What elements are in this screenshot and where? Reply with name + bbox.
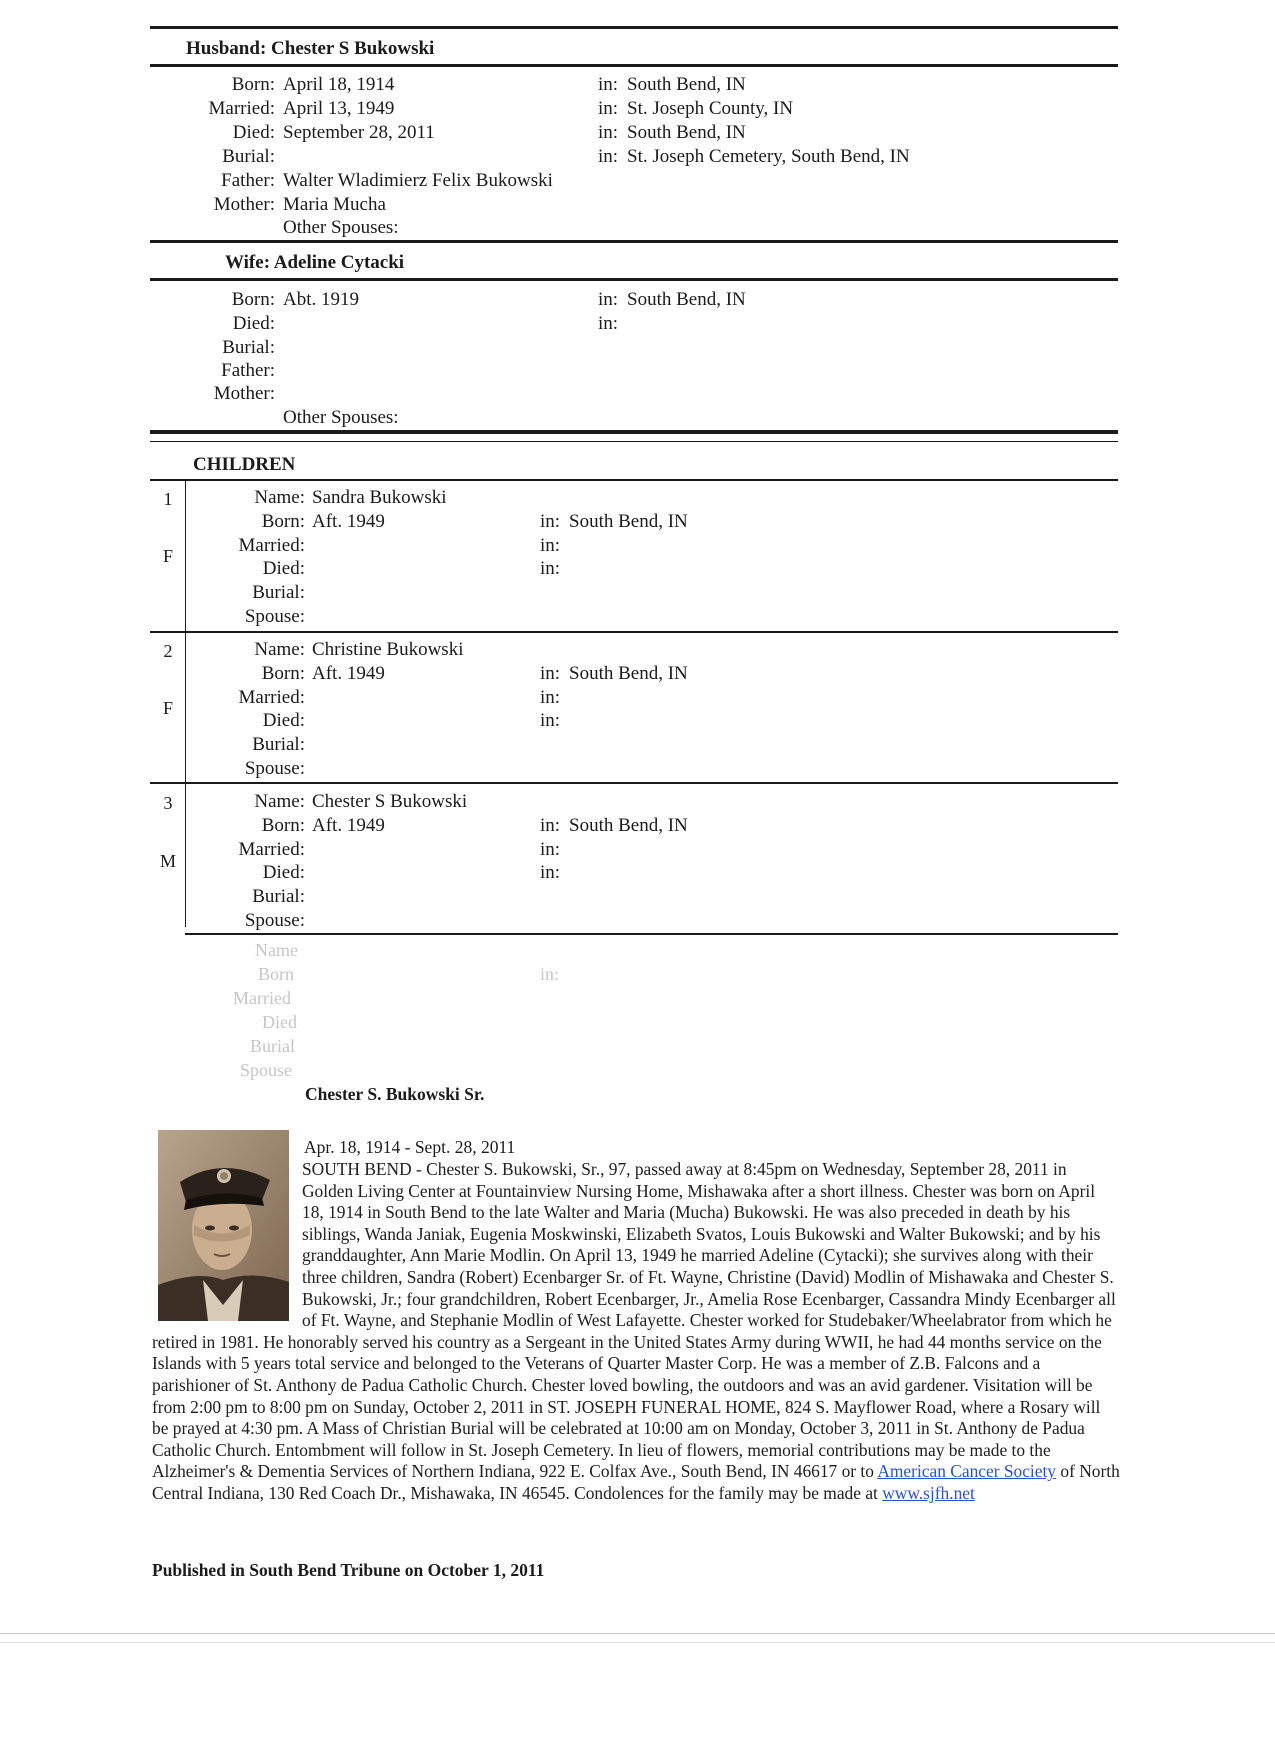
field-value: Walter Wladimierz Felix Bukowski: [283, 170, 553, 191]
wife-heading: [225, 252, 404, 274]
obituary-dates: Apr. 18, 1914 - Sept. 28, 2011: [304, 1137, 516, 1157]
field-value: Sandra Bukowski: [312, 487, 447, 508]
field-label: Died:: [262, 710, 305, 731]
field-place: South Bend, IN: [627, 122, 746, 143]
field-label: Father:: [221, 360, 275, 381]
field-in-label: in:: [540, 862, 561, 883]
field-place: South Bend, IN: [569, 663, 688, 684]
field-place: South Bend, IN: [627, 74, 746, 95]
field-place: South Bend, IN: [569, 815, 688, 836]
field-label: Name:: [254, 639, 305, 660]
ghost-label: Name: [255, 940, 298, 960]
child-separator-1: [150, 631, 1118, 633]
husband-field-married: [0, 97, 1275, 120]
husband-field-born: [0, 73, 1275, 96]
child-field-married: [0, 534, 1275, 557]
child-field-born: [0, 662, 1275, 685]
field-in-label: in:: [540, 535, 561, 556]
field-value: Chester S Bukowski: [312, 791, 468, 812]
ghost-label: Married: [233, 988, 291, 1008]
husband-heading-label: Husband:: [186, 38, 267, 59]
field-label: Burial:: [222, 337, 275, 358]
american-cancer-society-link[interactable]: American Cancer Society: [877, 1461, 1057, 1482]
child-number: 3: [163, 793, 173, 813]
obituary-text-continued: of North Central Indiana, 130 Red Coach Dr., Mishawaka, IN 46545. Condolences for the family may be made at: [152, 1461, 1120, 1503]
field-label: Died:: [232, 122, 275, 143]
wife-field-father: [0, 359, 1275, 382]
field-label: Name:: [254, 791, 305, 812]
child-field-spouse: [0, 605, 1275, 628]
child-sex: F: [162, 546, 173, 566]
field-place: South Bend, IN: [569, 511, 688, 532]
field-place: South Bend, IN: [627, 289, 746, 310]
child-field-married: [0, 838, 1275, 861]
husband-name: Chester S Bukowski: [271, 38, 435, 59]
child-separator-2: [150, 782, 1118, 784]
field-label: Spouse:: [244, 606, 305, 627]
field-value: Aft. 1949: [312, 815, 385, 836]
child-field-name: [0, 486, 1275, 509]
ghost-label: Born: [258, 964, 294, 984]
child-sex: M: [159, 851, 176, 871]
wife-field-mother: [0, 382, 1275, 405]
field-label: Mother:: [213, 194, 275, 215]
ghost-label: Died: [262, 1012, 297, 1032]
field-label: Name:: [254, 487, 305, 508]
husband-heading: [186, 38, 434, 60]
sjfh-website-link[interactable]: www.sjfh.net: [882, 1482, 975, 1503]
wife-top-rule: [150, 240, 1118, 243]
field-label: Burial:: [252, 734, 305, 755]
field-label: Married:: [238, 687, 305, 708]
field-in-label: in:: [598, 146, 619, 167]
child-field-died: [0, 557, 1275, 580]
child-field-burial: [0, 885, 1275, 908]
ghost-label: Spouse: [240, 1060, 293, 1080]
ghost-in: in:: [540, 964, 560, 984]
husband-top-rule: [150, 26, 1118, 29]
children-heading: CHILDREN: [193, 454, 296, 475]
field-label: Spouse:: [244, 758, 305, 779]
field-label: Born:: [261, 663, 305, 684]
child-field-name: [0, 638, 1275, 661]
field-in-label: in:: [540, 815, 561, 836]
field-value: Christine Bukowski: [312, 639, 464, 660]
field-place: St. Joseph Cemetery, South Bend, IN: [627, 146, 910, 167]
child-field-died: [0, 861, 1275, 884]
field-label: Married:: [238, 839, 305, 860]
field-label: Died:: [262, 558, 305, 579]
child-field-died: [0, 709, 1275, 732]
child-number: 2: [163, 641, 173, 661]
field-in-label: in:: [540, 839, 561, 860]
field-label: Father:: [221, 170, 275, 191]
field-label: Married:: [208, 98, 275, 119]
field-in-label: in:: [540, 511, 561, 532]
field-label: Spouse:: [244, 910, 305, 931]
obituary-title: Chester S. Bukowski Sr.: [305, 1084, 485, 1104]
field-in-label: in:: [598, 122, 619, 143]
field-value: Aft. 1949: [312, 663, 385, 684]
child-field-burial: [0, 733, 1275, 756]
field-label: Burial:: [252, 886, 305, 907]
field-in-label: in:: [540, 663, 561, 684]
field-label: Burial:: [252, 582, 305, 603]
child-field-spouse: [0, 909, 1275, 932]
wife-field-died: [0, 312, 1275, 335]
other-spouses-label: Other Spouses:: [283, 407, 399, 428]
field-value: April 18, 1914: [283, 74, 395, 95]
wife-field-burial: [0, 336, 1275, 359]
child-field-spouse: [0, 757, 1275, 780]
field-label: Died:: [262, 862, 305, 883]
scan-edge-line-2: [0, 1642, 1275, 1643]
wife-name: Adeline Cytacki: [273, 252, 405, 273]
field-label: Born:: [231, 289, 275, 310]
child-field-born: [0, 510, 1275, 533]
scan-edge-line: [0, 1633, 1275, 1634]
field-place: St. Joseph County, IN: [627, 98, 794, 119]
field-value: Abt. 1919: [283, 289, 359, 310]
field-label: Born:: [231, 74, 275, 95]
field-label: Born:: [261, 511, 305, 532]
field-value: Aft. 1949: [312, 511, 385, 532]
field-value: Maria Mucha: [283, 194, 386, 215]
husband-bottom-rule: [150, 64, 1118, 67]
wife-other-spouses: [283, 406, 399, 429]
child-field-name: [0, 790, 1275, 813]
husband-field-father: [0, 169, 1275, 192]
husband-field-burial: [0, 145, 1275, 168]
field-in-label: in:: [598, 98, 619, 119]
publication-note: Published in South Bend Tribune on October 1, 2011: [152, 1560, 545, 1580]
field-label: Died:: [232, 313, 275, 334]
child-field-born: [0, 814, 1275, 837]
field-value: September 28, 2011: [283, 122, 435, 143]
obituary-text: SOUTH BEND - Chester S. Bukowski, Sr., 97, passed away at 8:45pm on Wednesday, September 28, 2011 in Golden Living Center at Fountainview Nursing Home, Mishawaka after a short illness. Chester was born on April 18, 1914 in South Bend to the late Walter and Maria (Mucha) Bukowski. He was also preceded in death by his siblings, Wanda Janiak, Eugenia Moskwinski, Elizabeth Svatos, Louis Bukowski and Walter Bukowski; and by his granddaughter, Ann Marie Modlin. On April 13, 1949 he married Adeline (Cytacki); she survives along with their three children, Sandra (Robert) Ecenbarger Sr. of Ft. Wayne, Christine (David) Modlin of Mishawaka and Chester S. Bukowski, Jr.; four grandchildren, Robert Ecenbarger, Jr., Amelia Rose Ecenbarger, Cassandra Mindy Ecenbarger all of Ft. Wayne, and Stephanie Modlin of West Lafayette. Chester worked for Studebaker/Wheelabrator from which he retired in 1981. He honorably served his country as a Sergeant in the United States Army during WWII, he had 44 months service on the Islands with 5 years total service and belonged to the Veterans of Quarter Master Corp. He was a member of Z.B. Falcons and a parishioner of St. Anthony de Padua Catholic Church. Chester loved bowling, the outdoors and was an avid gardener. Visitation will be from 2:00 pm to 8:00 pm on Sunday, October 2, 2011 in ST. JOSEPH FUNERAL HOME, 824 S. Mayflower Road, where a Rosary will be prayed at 4:30 pm. A Mass of Christian Burial will be celebrated at 10:00 am on Monday, October 3, 2011 in St. Anthony de Padua Catholic Church. Entombment will follow in St. Joseph Cemetery. In lieu of flowers, memorial contributions may be made to the Alzheimer's & Dementia Services of Northern Indiana, 922 E. Colfax Ave., South Bend, IN 46617 or to: [152, 1159, 1116, 1482]
other-spouses-label: Other Spouses:: [283, 217, 399, 238]
husband-other-spouses: [283, 216, 399, 239]
field-label: Mother:: [213, 383, 275, 404]
field-label: Born:: [261, 815, 305, 836]
field-in-label: in:: [598, 313, 619, 334]
children-top-rule-thick: [150, 430, 1118, 434]
field-in-label: in:: [598, 289, 619, 310]
field-in-label: in:: [540, 710, 561, 731]
photo-float-spacer: [152, 1159, 302, 1331]
field-in-label: in:: [540, 558, 561, 579]
child-sex: F: [162, 698, 173, 718]
husband-field-died: [0, 121, 1275, 144]
ghost-label: Burial: [250, 1036, 295, 1056]
wife-heading-label: Wife:: [225, 252, 271, 273]
wife-field-born: [0, 288, 1275, 311]
children-heading-rule: [150, 479, 1118, 481]
child-field-burial: [0, 581, 1275, 604]
field-label: Burial:: [222, 146, 275, 167]
field-in-label: in:: [598, 74, 619, 95]
husband-field-mother: [0, 193, 1275, 216]
field-in-label: in:: [540, 687, 561, 708]
obituary-body-wrapped: [152, 1159, 1120, 1505]
child-field-married: [0, 686, 1275, 709]
field-label: Married:: [238, 535, 305, 556]
children-bottom-rule: [185, 933, 1118, 935]
field-value: April 13, 1949: [283, 98, 395, 119]
child-number: 1: [163, 489, 173, 509]
wife-bottom-rule: [150, 278, 1118, 281]
children-top-rule-thin: [150, 441, 1118, 442]
